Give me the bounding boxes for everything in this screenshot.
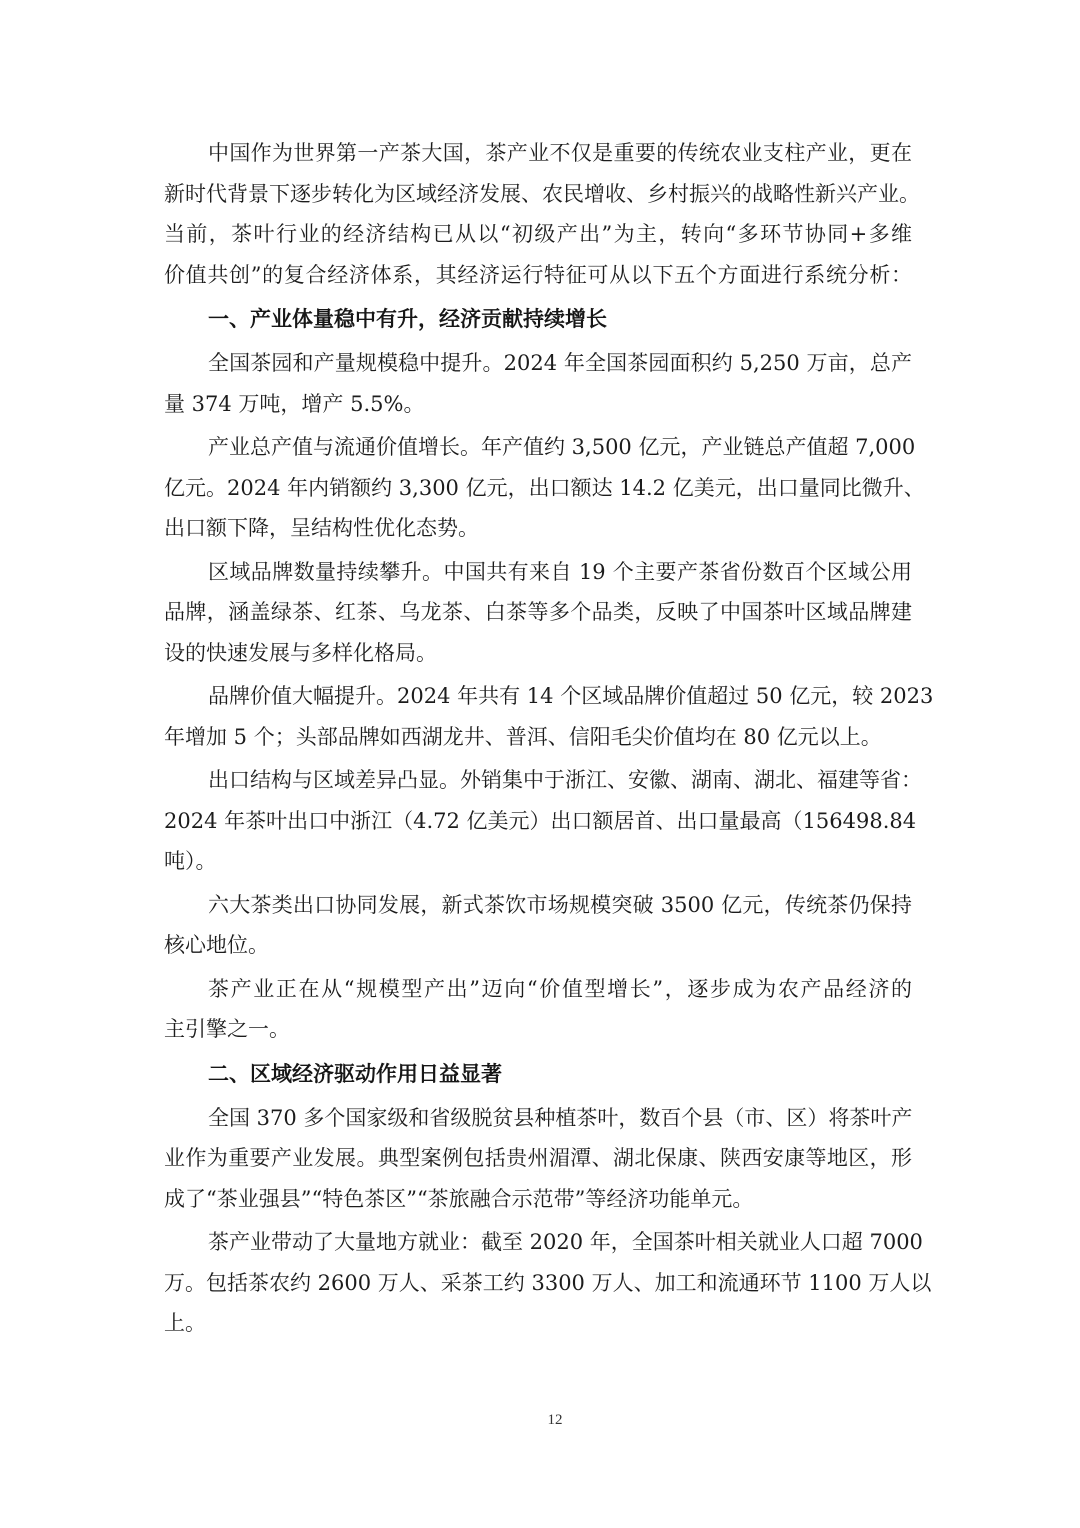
text-line: 业作为重要产业发展。典型案例包括贵州湄潭、湖北保康、陕西安康等地区，形 [164,1146,912,1170]
paragraph-brand-value [164,676,934,757]
text-line: 万。包括茶农约 2600 万人、采茶工约 3300 万人、加工和流通环节 1100 万人以 [164,1270,932,1295]
paragraph-output-value [164,427,925,549]
paragraph-employment [164,1222,932,1344]
text-line: 新时代背景下逐步转化为区域经济发展、农民增收、乡村振兴的战略性新兴产业。 [164,181,920,206]
text-line: 出口结构与区域差异凸显。外销集中于浙江、安徽、湖南、湖北、福建等省： [208,768,922,792]
text-line: 成了“茶业强县”“特色茶区”“茶旅融合示范带”等经济功能单元。 [164,1186,754,1211]
text-line: 价值共创”的复合经济体系，其经济运行特征可从以下五个方面进行系统分析： [164,262,912,287]
text-line: 吨）。 [164,849,217,873]
text-line: 主引擎之一。 [164,1017,290,1041]
text-line: 出口额下降，呈结构性优化态势。 [164,516,479,540]
text-line: 亿元。2024 年内销额约 3,300 亿元，出口额达 14.2 亿美元，出口量同比微升、 [164,475,925,500]
text-line: 区域品牌数量持续攀升。中国共有来自 19 个主要产茶省份数百个区域公用 [208,559,912,584]
text-line: 产业总产值与流通价值增长。年产值约 3,500 亿元，产业链总产值超 7,000 [208,435,916,459]
text-line: 设的快速发展与多样化格局。 [164,640,437,665]
text-line: 茶产业带动了大量地方就业：截至 2020 年，全国茶叶相关就业人口超 7000 [208,1230,923,1254]
paragraph-tea-garden-scale [164,343,912,424]
page-number: 12 [547,1412,563,1428]
text-line: 核心地位。 [164,933,269,957]
page-body [164,133,934,1347]
text-line: 茶产业正在从“规模型产出”迈向“价值型增长”，逐步成为农产品经济的 [208,976,912,1001]
text-line: 量 374 万吨，增产 5.5%。 [164,391,425,416]
text-line: 中国作为世界第一产茶大国，茶产业不仅是重要的传统农业支柱产业，更在 [208,141,912,165]
section-heading-1: 一、产业体量稳中有升，经济贡献持续增长 [208,307,607,331]
text-line: 全国 370 多个国家级和省级脱贫县种植茶叶，数百个县（市、区）将茶叶产 [208,1105,913,1130]
paragraph-value-growth [164,969,912,1050]
paragraph-export-structure [164,760,922,882]
text-line: 品牌价值大幅提升。2024 年共有 14 个区域品牌价值超过 50 亿元，较 2023 [208,684,934,708]
section-heading-2: 二、区域经济驱动作用日益显著 [208,1061,502,1086]
paragraph-six-tea-categories [164,885,912,966]
text-line: 全国茶园和产量规模稳中提升。2024 年全国茶园面积约 5,250 万亩，总产 [208,351,912,375]
text-line: 当前，茶叶行业的经济结构已从以“初级产出”为主，转向“多环节协同+多维 [164,222,912,246]
intro-paragraph [164,133,920,295]
text-line: 六大茶类出口协同发展，新式茶饮市场规模突破 3500 亿元，传统茶仍保持 [208,892,912,917]
paragraph-regional-brands [164,552,912,674]
text-line: 年增加 5 个；头部品牌如西湖龙井、普洱、信阳毛尖价值均在 80 亿元以上。 [164,724,882,749]
text-line: 品牌，涵盖绿茶、红茶、乌龙茶、白茶等多个品类，反映了中国茶叶区域品牌建 [164,600,912,624]
paragraph-poverty-counties [164,1098,912,1220]
text-line: 2024 年茶叶出口中浙江（4.72 亿美元）出口额居首、出口量最高（156498.84 [164,808,917,833]
text-line: 上。 [164,1311,206,1335]
